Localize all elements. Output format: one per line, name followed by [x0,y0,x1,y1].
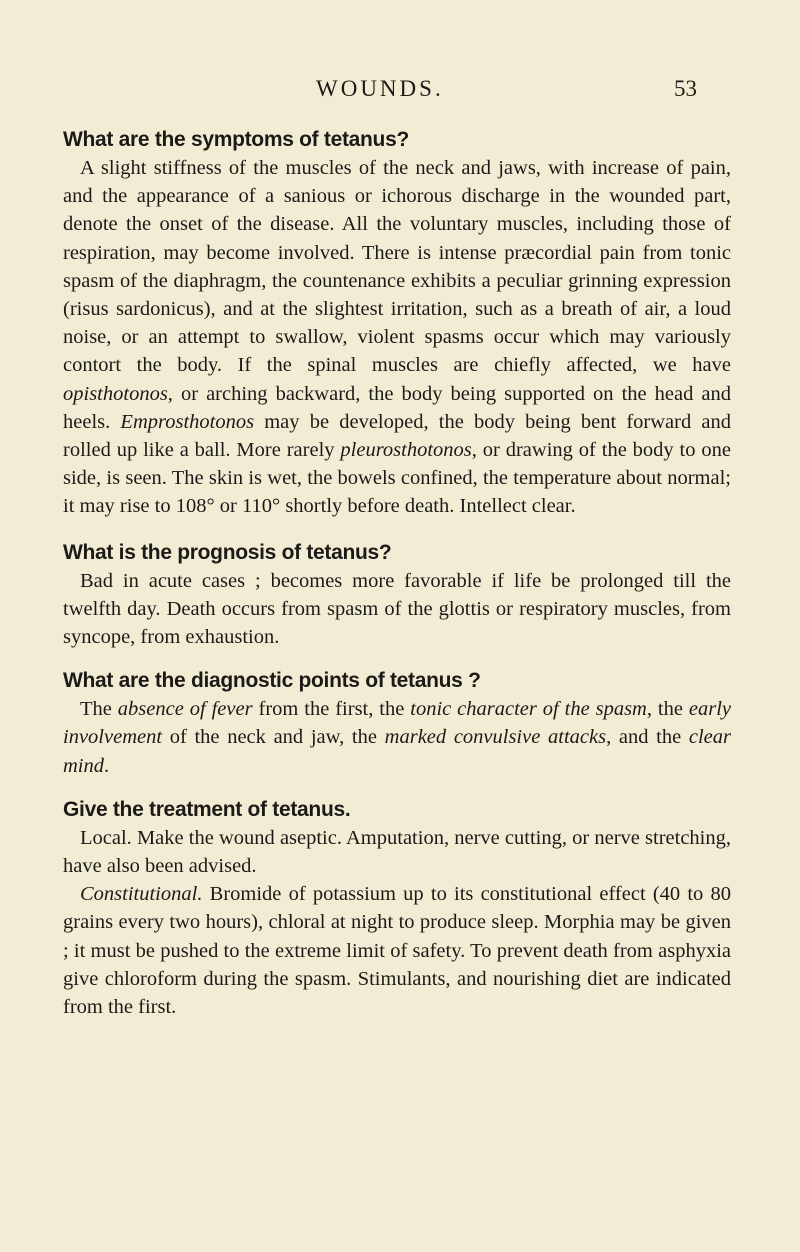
answer-text: of the neck and jaw, the [162,726,385,749]
section-diagnostic [63,667,731,780]
italic-term: clear mind [63,726,732,777]
question-heading: What are the symptoms of tetanus? [63,128,409,151]
answer-text: , or arching backward, the body being supported on the head and heels. [63,382,731,433]
answer-text: from the first, the [252,698,411,721]
answer-text: , the [646,698,689,721]
section-treatment [63,796,731,1021]
answer-text: . [104,754,110,777]
answer-paragraph [63,695,731,780]
answer-text: Bromide of potassium up to its constitutional effect (40 to 80 grains every two hours), chloral at night to produce sleep. Morphia may be given ; it must be pushed to the extreme limit of safety. To prevent death from asphyxia give chloroform during the spasm. Stimulants, and nourishing diet are indicated from the first. [63,883,731,1019]
body-text [63,126,731,1021]
answer-text: The [80,698,118,721]
answer-paragraph [63,154,731,521]
section-prognosis [63,539,731,652]
italic-term: early involvement [63,698,731,749]
answer-text: , and the [606,726,689,749]
running-title: WOUNDS. [316,76,444,101]
section-symptoms [63,126,731,521]
running-head [0,76,800,106]
answer-text: A slight stiffness of the muscles of the neck and jaws, with increase of pain, and the appearance of a sanious or ichorous discharge in the wounded part, denote the onset of the disease. All the voluntary muscles, including those of respiration, may become involved. There is intense præcordial pain from tonic spasm of the diaphragm, the countenance exhibits a peculiar grinning expression (risus sardonicus), and at the slightest irritation, such as a breath of air, a loud noise, or an attempt to swallow, violent spasms occur which may variously contort the body. If the spinal muscles are chiefly affected, we have [63,157,731,377]
question-heading: What is the prognosis of tetanus? [63,540,392,564]
constitutional-treatment-paragraph [63,880,731,1021]
italic-label: Constitutional. [80,883,203,906]
local-treatment-paragraph: Local. Make the wound aseptic. Amputation, nerve cutting, or nerve stretching, have also been advised. [63,826,731,878]
italic-term: marked convulsive attacks [384,726,607,749]
answer-text: , or drawing of the body to one side, is seen. The skin is wet, the bowels confined, the temperature about normal; it may rise to 108° or 110° shortly before death. Intellect clear. [63,439,731,518]
italic-term: absence of fever [117,698,253,721]
italic-term: pleurosthotonos [340,439,472,462]
question-heading: Give the treatment of tetanus. [63,797,351,821]
italic-term: Emprosthotonos [120,410,255,433]
answer-text: may be developed, the body being bent forward and rolled up like a ball. More rarely [63,410,731,462]
question-heading: What are the diagnostic points of tetanus ? [63,669,481,693]
italic-term: tonic character of the spasm [410,698,647,721]
answer-paragraph: Bad in acute cases ; becomes more favorable if life be prolonged till the twelfth day. Death occurs from spasm of the glottis or respiratory muscles, from syncope, from exhaustion. [63,569,731,649]
italic-term: opisthotonos [63,382,168,405]
page-number: 53 [674,76,697,101]
